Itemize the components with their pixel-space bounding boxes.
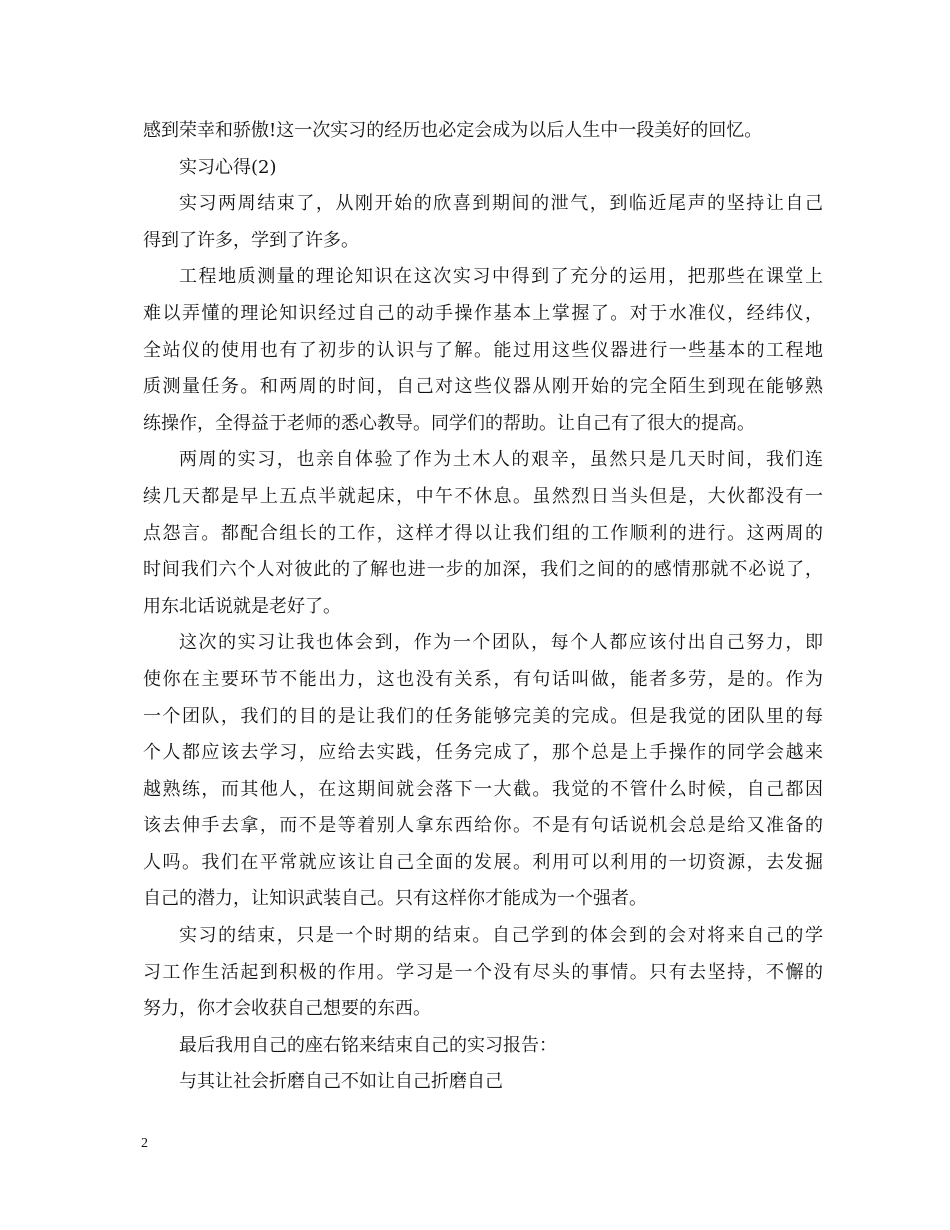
paragraph-line: 实习两周结束了，从刚开始的欣喜到期间的泄气，到临近尾声的坚持让自己	[179, 193, 823, 215]
paragraph-line: 习工作生活起到积极的作用。学习是一个没有尽头的事情。只有去坚持，不懈的	[143, 961, 823, 983]
page-number: 2	[141, 1136, 148, 1151]
paragraph-line: 实习的结束，只是一个时期的结束。自己学到的体会到的会对将来自己的学	[179, 925, 823, 947]
paragraph-line: 用东北话说就是老好了。	[143, 595, 341, 617]
paragraph-line: 全站仪的使用也有了初步的认识与了解。能过用这些仪器进行一些基本的工程地	[143, 339, 823, 361]
paragraph-line: 感到荣幸和骄傲!这一次实习的经历也必定会成为以后人生中一段美好的回忆。	[143, 120, 763, 141]
paragraph-line: 人吗。我们在平常就应该让自己全面的发展。利用可以利用的一切资源，去发掘	[143, 851, 823, 873]
paragraph-line: 个人都应该去学习，应给去实践，任务完成了，那个总是上手操作的同学会越来	[143, 742, 823, 764]
motto-line: 与其让社会折磨自己不如让自己折磨自己	[179, 1071, 503, 1093]
paragraph-line: 自己的潜力，让知识武装自己。只有这样你才能成为一个强者。	[143, 888, 647, 910]
paragraph-line: 时间我们六个人对彼此的了解也进一步的加深，我们之间的的感情那就不必说了，	[143, 559, 823, 581]
paragraph-line: 续几天都是早上五点半就起床，中午不休息。虽然烈日当头但是，大伙都没有一	[143, 485, 823, 507]
paragraph-line: 使你在主要环节不能出力，这也没有关系，有句话叫做，能者多劳，是的。作为	[143, 668, 823, 690]
paragraph-line: 该去伸手去拿，而不是等着别人拿东西给你。不是有句话说机会总是给又准备的	[143, 815, 823, 837]
paragraph-line: 练操作，全得益于老师的悉心教导。同学们的帮助。让自己有了很大的提高。	[143, 412, 755, 434]
paragraph-line: 努力，你才会收获自己想要的东西。	[143, 998, 431, 1020]
paragraph-line: 两周的实习，也亲自体验了作为土木人的艰辛，虽然只是几天时间，我们连	[179, 449, 823, 471]
paragraph-line: 得到了许多，学到了许多。	[143, 229, 359, 251]
paragraph-line: 这次的实习让我也体会到，作为一个团队，每个人都应该付出自己努力，即	[179, 632, 823, 654]
paragraph-line: 一个团队，我们的目的是让我们的任务能够完美的完成。但是我觉的团队里的每	[143, 705, 823, 727]
paragraph-line: 质测量任务。和两周的时间，自己对这些仪器从刚开始的完全陌生到现在能够熟	[143, 376, 823, 398]
paragraph-line: 点怨言。都配合组长的工作，这样才得以让我们组的工作顺利的进行。这两周的	[143, 522, 823, 544]
paragraph-line: 难以弄懂的理论知识经过自己的动手操作基本上掌握了。对于水准仪，经纬仪，	[143, 302, 823, 324]
paragraph-line: 工程地质测量的理论知识在这次实习中得到了充分的运用，把那些在课堂上	[179, 266, 823, 288]
body-text	[143, 113, 823, 1101]
paragraph-line: 越熟练，而其他人，在这期间就会落下一大截。我觉的不管什么时候，自己都因	[143, 778, 823, 800]
section-heading: 实习心得(2)	[179, 156, 277, 178]
paragraph-line: 最后我用自己的座右铭来结束自己的实习报告：	[179, 1034, 557, 1056]
